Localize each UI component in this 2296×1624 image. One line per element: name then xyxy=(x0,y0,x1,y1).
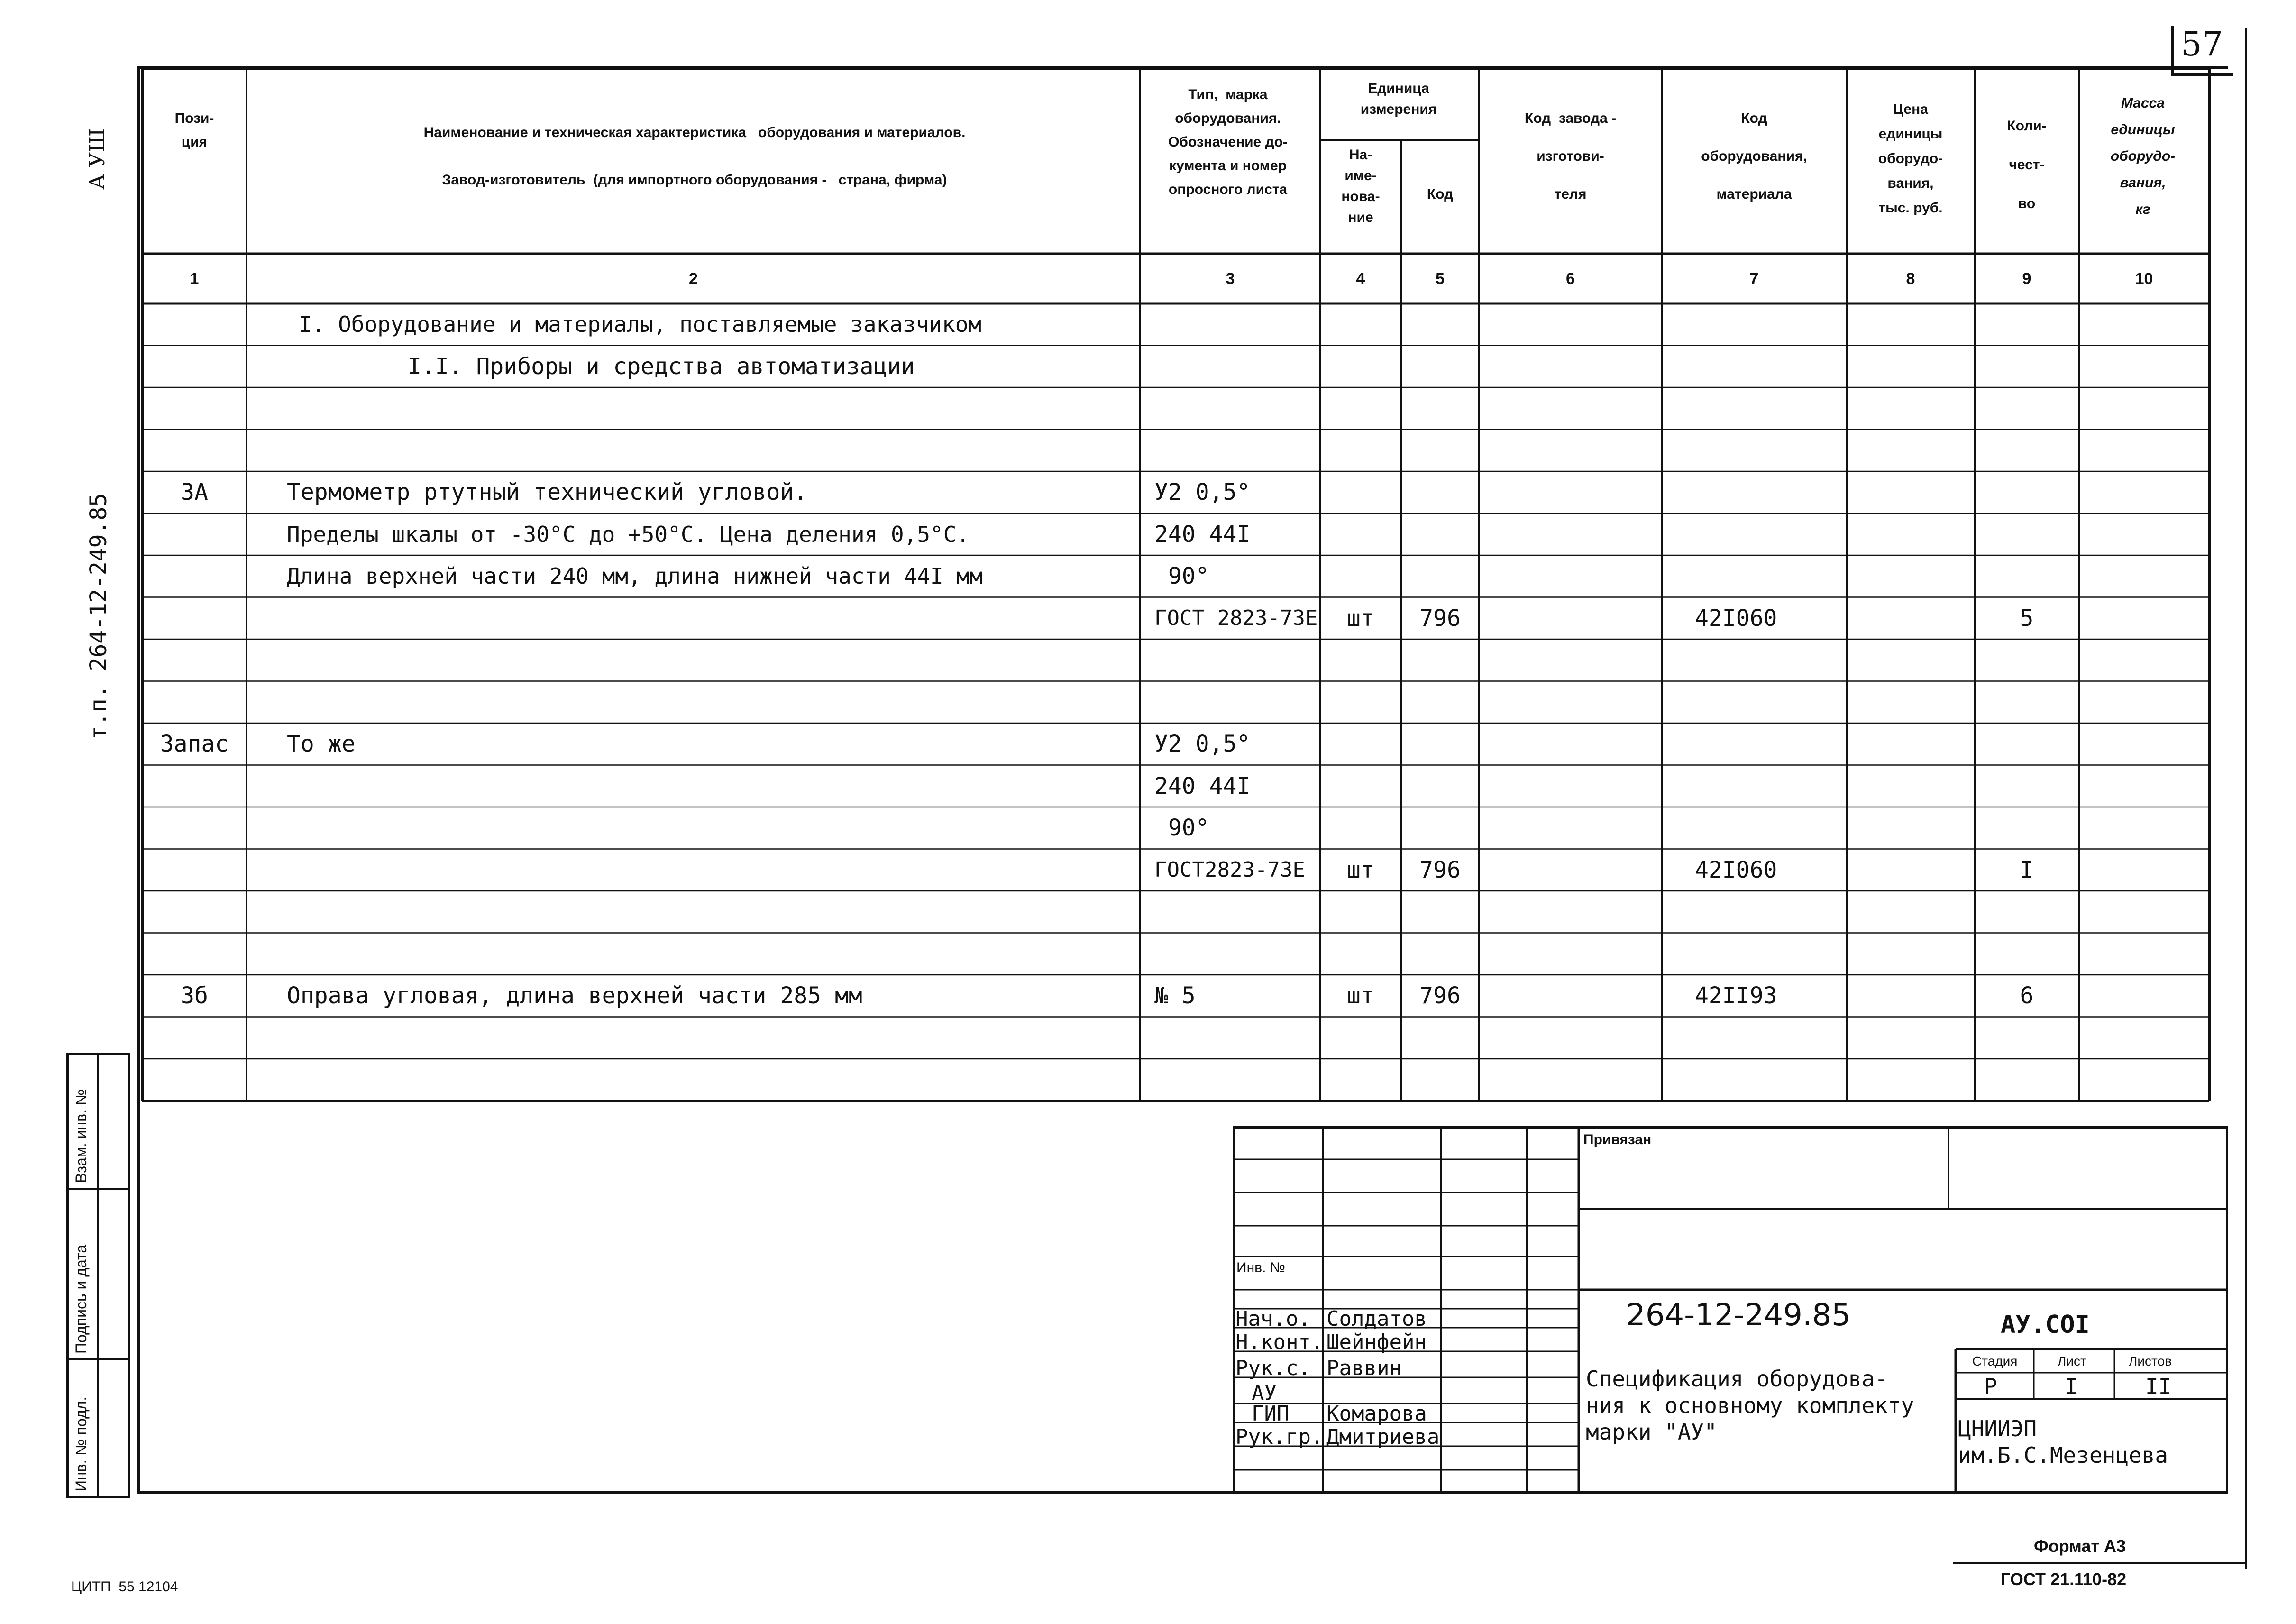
row-11-type: 240 44I xyxy=(1154,772,1251,799)
column-number-2: 2 xyxy=(689,270,698,288)
page-number: 57 xyxy=(2181,25,2223,64)
sheets-label: Листов xyxy=(2129,1354,2172,1368)
row-16-equip: 42II93 xyxy=(1695,982,1777,1009)
column-number-7: 7 xyxy=(1749,270,1759,288)
doc-title: Спецификация оборудова- ния к основному комплекту марки "АУ" xyxy=(1586,1366,1914,1445)
tb-role-1: Н.конт. xyxy=(1235,1330,1324,1354)
sheets-value: II xyxy=(2145,1374,2172,1399)
row-10-pos: Запас xyxy=(160,731,229,757)
sheet-value: I xyxy=(2065,1374,2078,1399)
hdr-qty: Коли- чест- во xyxy=(2007,118,2047,211)
column-number-3: 3 xyxy=(1226,270,1235,288)
row-7-type: ГОСТ 2823-73Е xyxy=(1154,606,1318,630)
hdr-equip-code: Код оборудования, материала xyxy=(1701,110,1807,202)
tb-name-5: Дмитриева xyxy=(1326,1425,1440,1449)
row-7-unit: шт xyxy=(1347,605,1374,632)
title-block xyxy=(1233,1126,2228,1494)
tb-role-5: Рук.гр. xyxy=(1235,1425,1324,1449)
row-7-equip: 42I060 xyxy=(1695,605,1777,632)
tb-name-4: Комарова xyxy=(1326,1402,1427,1426)
stage-value: Р xyxy=(1984,1374,1997,1399)
tb-name-0: Солдатов xyxy=(1326,1307,1427,1331)
tb-role-3: АУ xyxy=(1252,1381,1277,1405)
doc-mark: АУ.СОI xyxy=(2001,1311,2090,1339)
footer-line xyxy=(1953,1562,2247,1564)
column-number-1: 1 xyxy=(190,270,199,288)
row-12-type: 90° xyxy=(1154,815,1209,841)
column-number-5: 5 xyxy=(1436,270,1445,288)
hdr-mass: Масса единицы оборудо- вания, кг xyxy=(2110,95,2176,217)
row-6-name: Длина верхней части 240 мм, длина нижней части 44I мм xyxy=(287,563,983,589)
tb-role-0: Нач.о. xyxy=(1235,1307,1311,1331)
hdr-type: Тип, марка оборудования. Обозначение до- кумента и номер опросного листа xyxy=(1168,87,1288,197)
row-4-pos: 3А xyxy=(181,479,208,505)
hdr-unit-code: Код xyxy=(1427,186,1454,202)
stamp-inv-orig: Инв. № подл. xyxy=(73,1396,90,1491)
row-7-qty: 5 xyxy=(2020,605,2034,632)
row-5-name: Пределы шкалы от -30°С до +50°С. Цена деления 0,5°С. xyxy=(287,521,970,547)
inv-no-label: Инв. № xyxy=(1236,1260,1285,1275)
side-album: А УШ xyxy=(85,128,110,190)
row-13-code: 796 xyxy=(1419,856,1461,883)
row-13-qty: I xyxy=(2020,856,2034,883)
hdr-unit: Единица измерения xyxy=(1360,81,1437,117)
row-16-pos: 3б xyxy=(181,982,208,1009)
hdr-name-line2: Завод-изготовитель (для импортного оборудования - страна, фирма) xyxy=(442,172,947,188)
left-code: ЦИТП 55 12104 xyxy=(71,1579,178,1595)
stamp-vzam-inv: Взам. инв. № xyxy=(73,1089,90,1183)
side-code: т.п. 264-12-249.85 xyxy=(85,493,112,740)
row-7-code: 796 xyxy=(1419,605,1461,632)
row-13-type: ГОСТ2823-73Е xyxy=(1154,857,1305,882)
hdr-position: Пози- ция xyxy=(174,110,214,150)
tb-role-2: Рук.с. xyxy=(1235,1356,1311,1380)
row-16-type: № 5 xyxy=(1154,982,1196,1009)
format-label: Формат А3 xyxy=(2034,1536,2126,1556)
row-16-qty: 6 xyxy=(2020,982,2034,1009)
row-4-name: Термометр ртутный технический угловой. xyxy=(287,479,808,505)
column-number-9: 9 xyxy=(2022,270,2031,288)
sheet-label: Лист xyxy=(2058,1354,2086,1368)
row-13-unit: шт xyxy=(1347,856,1374,883)
row-4-type: У2 0,5° xyxy=(1154,479,1251,505)
column-number-4: 4 xyxy=(1356,270,1365,288)
stamp-sign-date: Подпись и дата xyxy=(73,1244,90,1354)
stage-label: Стадия xyxy=(1972,1354,2018,1368)
hdr-name-line1: Наименование и техническая характеристика оборудования и материалов. xyxy=(423,125,966,140)
row-6-type: 90° xyxy=(1154,563,1209,589)
row-1-name: I.I. Приборы и средства автоматизации xyxy=(408,353,915,380)
hdr-factory: Код завода - изготови- теля xyxy=(1524,110,1617,202)
row-16-code: 796 xyxy=(1419,982,1461,1009)
row-0-name: I. Оборудование и материалы, поставляемые заказчиком xyxy=(299,312,982,337)
row-16-unit: шт xyxy=(1347,982,1374,1009)
privyazan-label: Привязан xyxy=(1583,1132,1652,1147)
gost-label: ГОСТ 21.110-82 xyxy=(2001,1569,2127,1589)
tb-name-2: Раввин xyxy=(1326,1356,1402,1380)
row-10-name: То же xyxy=(287,731,356,757)
doc-code: 264-12-249.85 xyxy=(1626,1298,1851,1333)
row-16-name: Оправа угловая, длина верхней части 285 мм xyxy=(287,982,862,1009)
tb-name-1: Шейнфейн xyxy=(1326,1330,1427,1354)
column-number-8: 8 xyxy=(1906,270,1915,288)
tb-role-4: ГИП xyxy=(1252,1402,1290,1426)
row-13-equip: 42I060 xyxy=(1695,856,1777,883)
organization: ЦНИИЭП им.Б.С.Мезенцева xyxy=(1958,1416,2168,1468)
column-number-6: 6 xyxy=(1566,270,1575,288)
right-edge-line xyxy=(2245,28,2247,1569)
hdr-price: Цена единицы оборудо- вания, тыс. руб. xyxy=(1878,101,1943,216)
row-10-type: У2 0,5° xyxy=(1154,731,1251,757)
column-number-10: 10 xyxy=(2135,270,2153,288)
hdr-unit-name: На- име- нова- ние xyxy=(1341,147,1380,225)
row-5-type: 240 44I xyxy=(1154,521,1251,548)
